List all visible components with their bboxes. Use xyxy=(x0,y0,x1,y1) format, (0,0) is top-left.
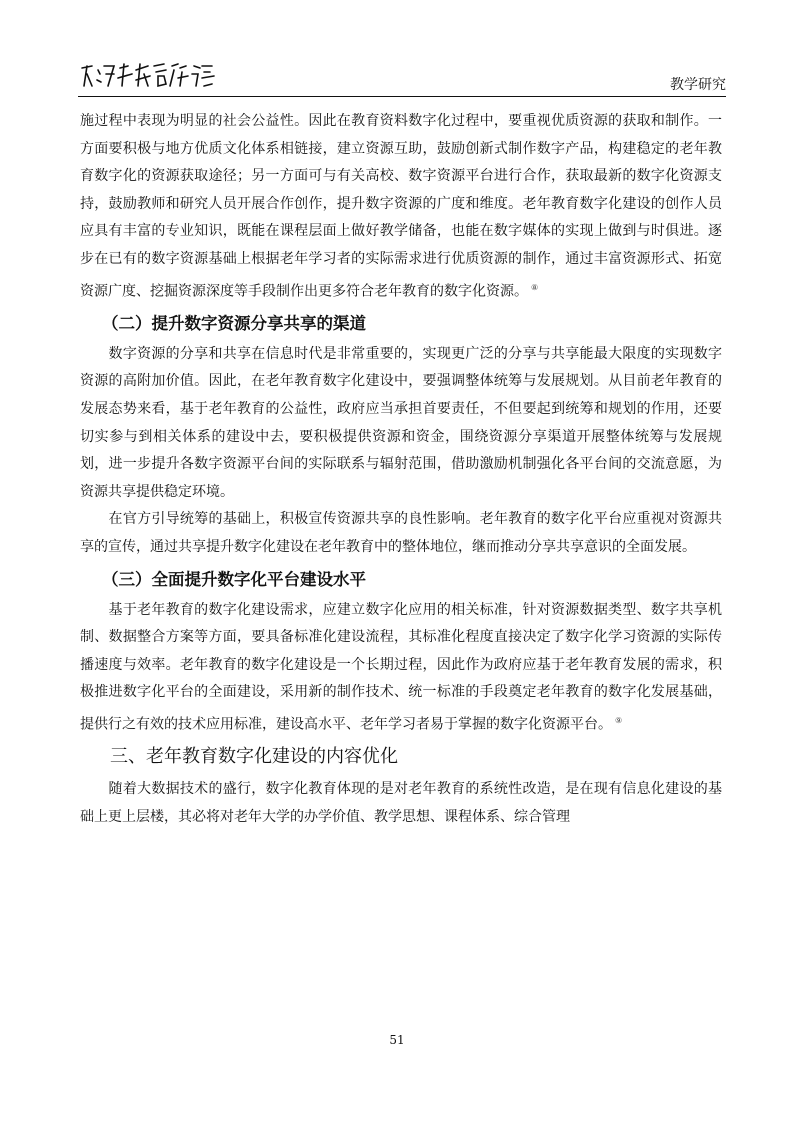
paragraph-text: 三、老年教育数字化建设的内容优化 xyxy=(110,746,398,768)
journal-logo xyxy=(78,60,218,90)
paragraph xyxy=(80,108,722,306)
page-number: 51 xyxy=(389,1033,405,1047)
paragraph xyxy=(80,506,722,561)
paragraph-text: 施过程中表现为明显的社会公益性。因此在教育资料数字化过程中，要重视优质资源的获取和制作。一方面要积极与地方优质文化体系相链接，建立资源互助，鼓励创新式制作数字产品，构建稳定的老年教育数字化的资源获取途径；另一方面可与有关高校、数字资源平台进行合作，获取最新的数字化资源支持，鼓励教师和研究人员开展合作创作，提升数字资源的广度和维度。老年教育数字化建设的创作人员应具有丰富的专业知识，既能在课程层面上做好教学储备，也能在数字媒体的实现上做到与时俱进。逐步在已有的数字资源基础上根据老年学习者的实际需求进行优质资源的制作，通过丰富资源形式、拓宽资源广度、挖掘资源深度等手段制作出更多符合老年教育的数字化资源。 xyxy=(80,113,722,300)
paragraph xyxy=(80,597,722,740)
paragraph-text: 基于老年教育的数字化建设需求，应建立数字化应用的相关标准，针对资源数据类型、数字共享机制、数据整合方案等方面，要具备标准化建设流程，其标准化程度直接决定了数字化学习资源的实际传播速度与效率。老年教育的数字化建设是一个长期过程，因此作为政府应基于老年教育发展的需求，积极推进数字化平台的全面建设，采用新的制作技术、统一标准的手段奠定老年教育的数字化发展基础，提供行之有效的技术应用标准，建设高水平、老年学习者易于掌握的数字化资源平台。 xyxy=(80,601,722,733)
subsection-heading xyxy=(102,309,722,339)
paragraph xyxy=(80,776,722,831)
paragraph xyxy=(80,341,722,507)
paragraph-text: （三）全面提升数字化平台建设水平 xyxy=(102,569,366,589)
page-header xyxy=(78,58,726,98)
paragraph-text: 数字资源的分享和共享在信息时代是非常重要的，实现更广泛的分享与共享能最大限度的实现数字资源的高附加价值。因此，在老年教育数字化建设中，要强调整体统筹与发展规划。从目前老年教育的发展态势来看，基于老年教育的公益性，政府应当承担首要责任，不但要起到统筹和规划的作用，还要切实参与到相关体系的建设中去，要积极提供资源和资金，围绕资源分享渠道开展整体统筹与发展规划，进一步提升各数字资源平台间的实际联系与辐射范围，借助激励机制强化各平台间的交流意愿，为资源共享提供稳定环境。 xyxy=(80,345,722,500)
subsection-heading xyxy=(102,565,722,595)
footnote-marker: ⑧ xyxy=(531,282,539,292)
section-label: 教学研究 xyxy=(670,77,726,93)
article-body xyxy=(80,108,722,831)
footnote-marker: ⑨ xyxy=(615,715,623,725)
section-heading xyxy=(110,741,722,773)
paragraph-text: （二）提升数字资源分享共享的渠道 xyxy=(102,313,366,333)
paragraph-text: 随着大数据技术的盛行，数字化教育体现的是对老年教育的系统性改造，是在现有信息化建设的基础上更上层楼，其必将对老年大学的办学价值、教学思想、课程体系、综合管理 xyxy=(80,781,722,825)
header-rule xyxy=(78,96,726,97)
paragraph-text: 在官方引导统筹的基础上，积极宣传资源共享的良性影响。老年教育的数字化平台应重视对资源共享的宣传，通过共享提升数字化建设在老年教育中的整体地位，继而推动分享共享意识的全面发展。 xyxy=(80,511,722,555)
